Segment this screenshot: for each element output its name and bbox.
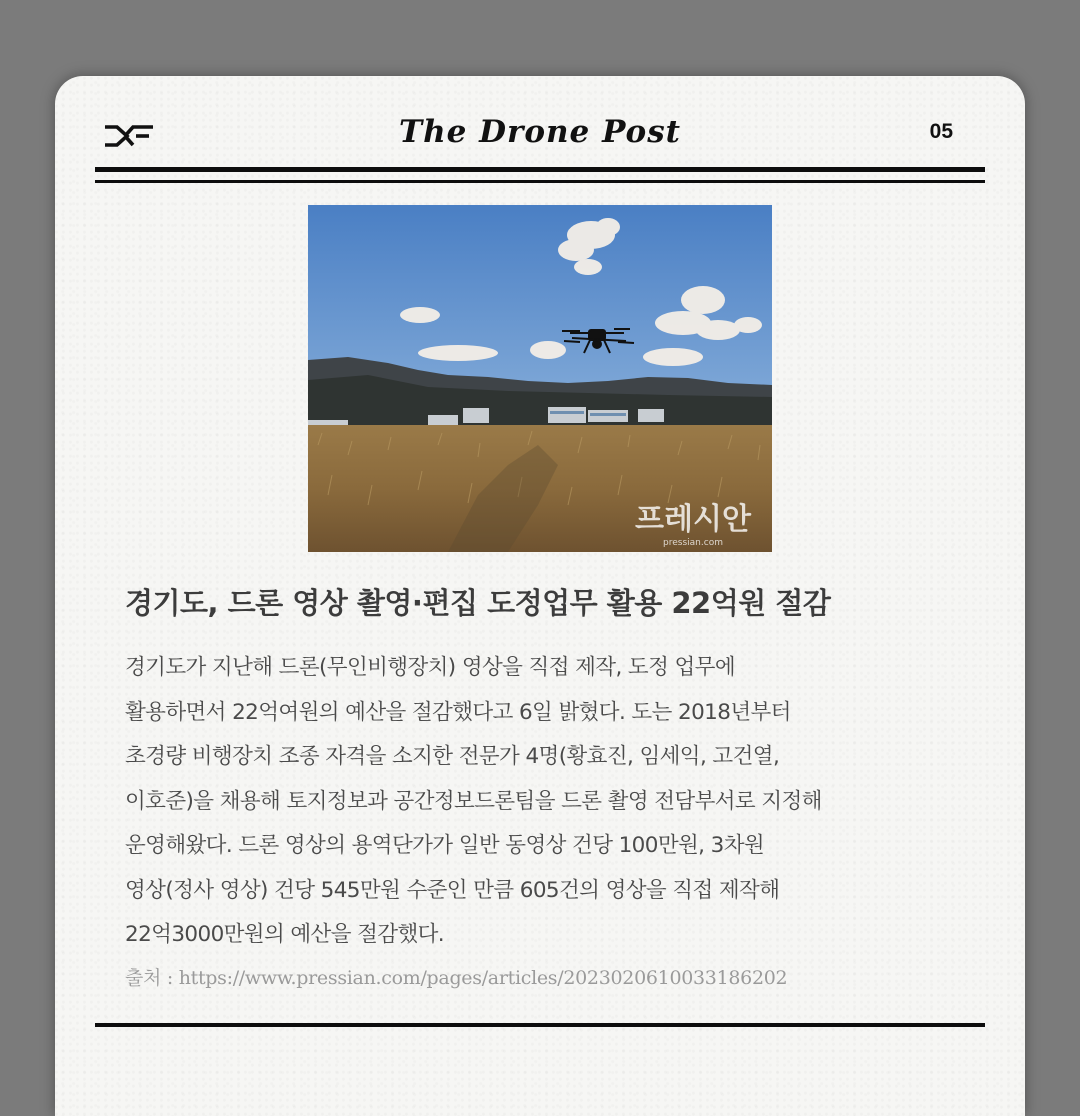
body-line: 이호준)을 채용해 토지정보과 공간정보드론팀을 드론 촬영 전담부서로 지정해 <box>125 788 822 814</box>
article-body <box>125 646 975 958</box>
source-citation: 출처 : https://www.pressian.com/pages/articles/2023020610033186202 <box>125 967 788 989</box>
body-line: 초경량 비행장치 조종 자격을 소지한 전문가 4명(황효진, 임세익, 고건열, <box>125 744 780 769</box>
article-headline: 경기도, 드론 영상 촬영·편집 도정업무 활용 22억원 절감 <box>125 586 831 620</box>
header-rule-top <box>95 167 985 172</box>
masthead-title: The Drone Post <box>399 114 681 150</box>
body-line: 영상(정사 영상) 건당 545만원 수준인 만큼 605건의 영상을 직접 제작해 <box>125 877 780 903</box>
photo-watermark-sub: pressian.com <box>663 538 723 548</box>
footer-rule <box>95 1023 985 1027</box>
photo-watermark: 프레시안 <box>635 502 751 537</box>
article-photo <box>308 205 772 552</box>
body-line: 운영해왔다. 드론 영상의 용역단가가 일반 동영상 건당 100만원, 3차원 <box>125 833 765 858</box>
page-number: 05 <box>929 120 953 143</box>
news-card <box>55 76 1025 1116</box>
body-line: 22억3000만원의 예산을 절감했다. <box>125 922 445 947</box>
body-line: 활용하면서 22억여원의 예산을 절감했다고 6일 밝혔다. 도는 2018년부터 <box>125 699 791 725</box>
body-line: 경기도가 지난해 드론(무인비행장치) 영상을 직접 제작, 도정 업무에 <box>125 655 736 680</box>
header-rule-bottom <box>95 180 985 183</box>
